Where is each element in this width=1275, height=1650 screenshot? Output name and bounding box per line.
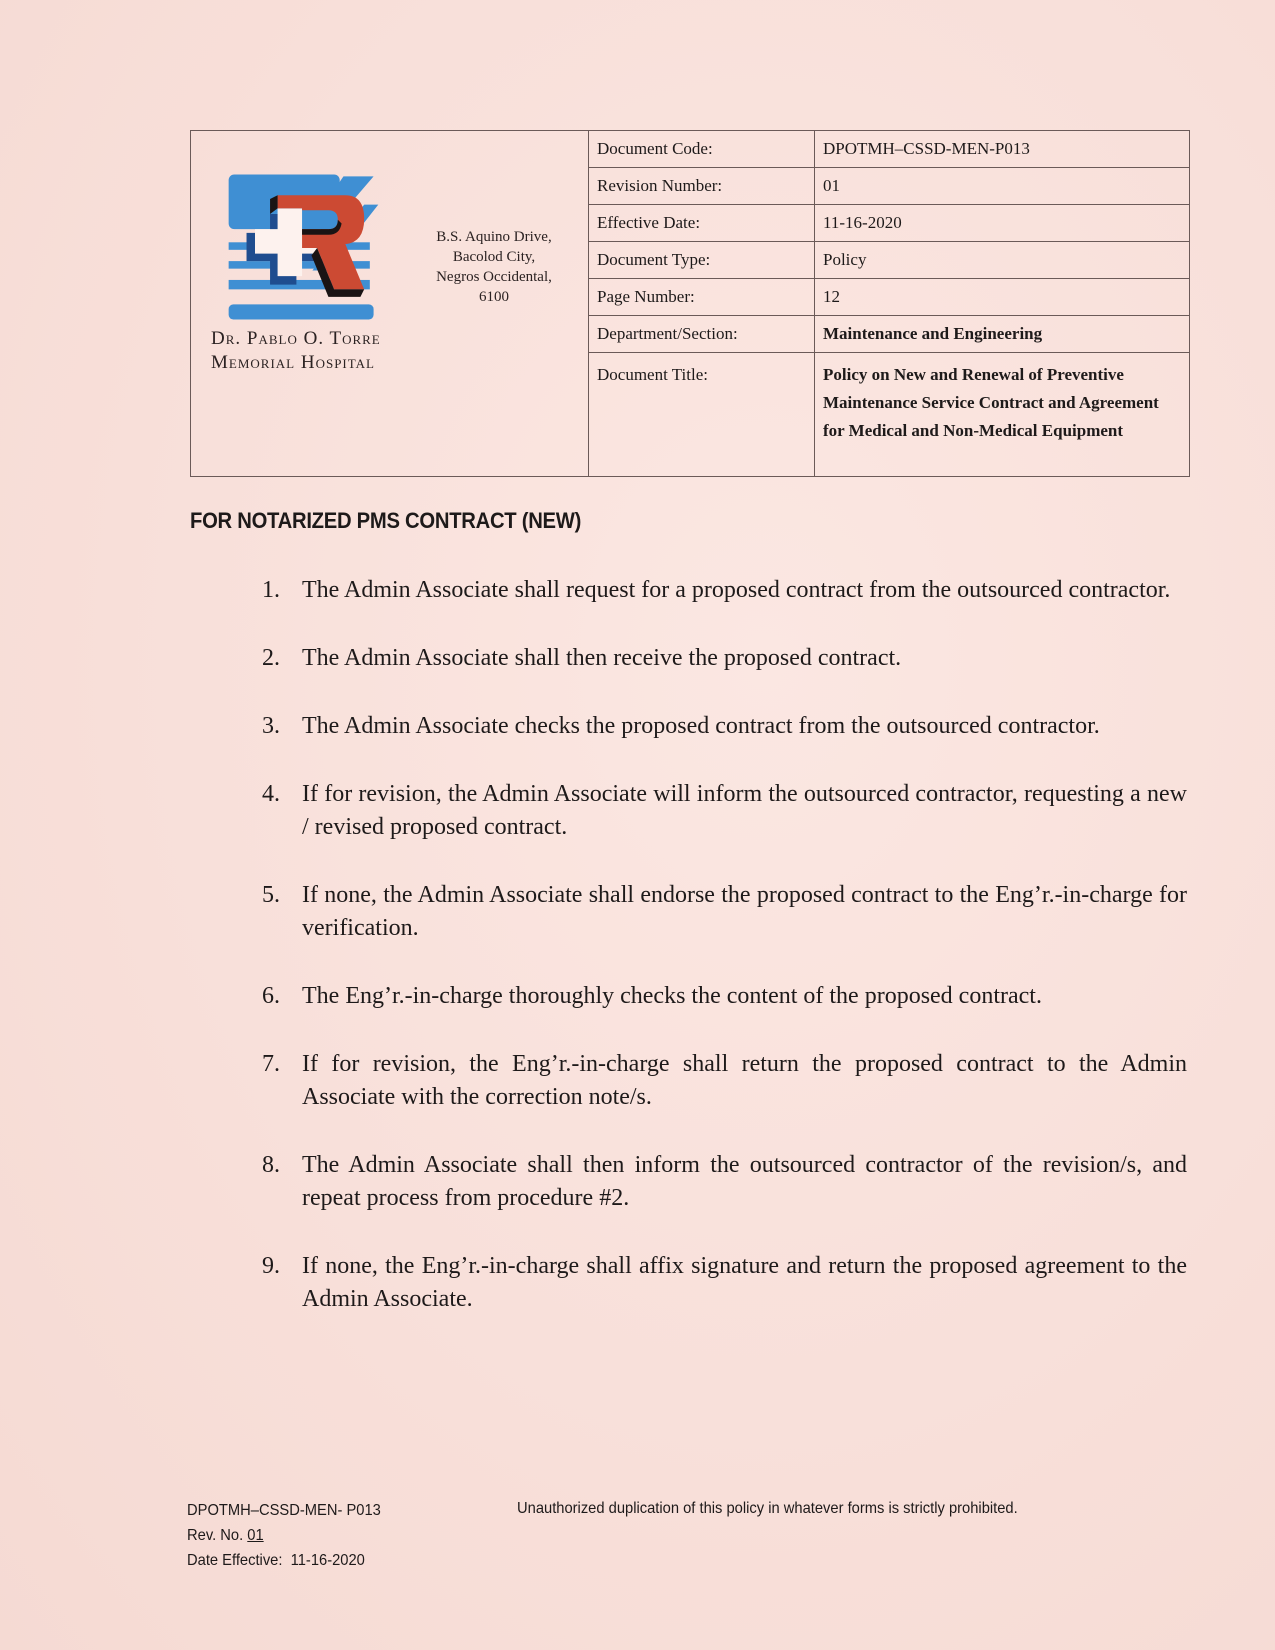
footer-revision	[187, 1523, 381, 1548]
procedure-text: The Admin Associate shall then inform the outsourced contractor of the revision/s, and repeat process from procedure #2.	[302, 1152, 1187, 1211]
procedure-text: If none, the Eng’r.-in-charge shall affix signature and return the proposed agreement to the Admin Associate.	[302, 1253, 1187, 1312]
footer-document-info	[187, 1498, 381, 1573]
footer-date	[187, 1548, 381, 1573]
procedure-item	[262, 574, 1187, 607]
department-value: Maintenance and Engineering	[815, 316, 1190, 353]
document-code-value: DPOTMH–CSSD-MEN-P013	[815, 131, 1190, 168]
procedure-number: 5.	[262, 882, 280, 908]
procedure-number: 2.	[262, 645, 280, 671]
hospital-identity-cell	[191, 131, 589, 477]
procedure-text: The Admin Associate shall then receive the proposed contract.	[302, 645, 902, 671]
hospital-name-line1: Dr. Pablo O. Torre	[211, 328, 381, 349]
footer-rev-value: 01	[247, 1527, 264, 1544]
document-type-label: Document Type:	[589, 242, 815, 279]
section-heading: FOR NOTARIZED PMS CONTRACT (NEW)	[190, 508, 582, 533]
procedure-number: 7.	[262, 1051, 280, 1077]
hospital-name-line2: Memorial Hospital	[211, 352, 375, 373]
document-header-table	[190, 130, 1190, 477]
procedure-item	[262, 980, 1187, 1013]
document-title-label: Document Title:	[589, 353, 815, 477]
procedure-text: The Admin Associate checks the proposed contract from the outsourced contractor.	[302, 713, 1100, 739]
procedure-text: If none, the Admin Associate shall endorse the proposed contract to the Eng’r.-in-charge for verification.	[302, 882, 1187, 941]
procedure-text: The Admin Associate shall request for a proposed contract from the outsourced contractor.	[302, 577, 1171, 603]
hospital-address	[419, 227, 569, 307]
department-label: Department/Section:	[589, 316, 815, 353]
footer-notice: Unauthorized duplication of this policy in whatever forms is strictly prohibited.	[517, 1500, 1018, 1517]
footer-date-label: Date Effective:	[187, 1552, 283, 1569]
revision-number-label: Revision Number:	[589, 168, 815, 205]
procedure-item	[262, 778, 1187, 844]
procedure-number: 1.	[262, 577, 280, 603]
page-number-value: 12	[815, 279, 1190, 316]
hospital-name	[211, 327, 441, 375]
procedure-text: The Eng’r.-in-charge thoroughly checks the content of the proposed contract.	[302, 983, 1042, 1009]
procedure-text: If for revision, the Admin Associate will inform the outsourced contractor, requesting a new / revised proposed contract.	[302, 781, 1187, 840]
revision-number-value: 01	[815, 168, 1190, 205]
address-line: B.S. Aquino Drive,	[436, 229, 552, 245]
procedure-item	[262, 1250, 1187, 1316]
address-line: Bacolod City,	[452, 249, 536, 265]
procedure-text: If for revision, the Eng’r.-in-charge shall return the proposed contract to the Admin Associate with the correction note/s.	[302, 1051, 1187, 1110]
footer-rev-label: Rev. No.	[187, 1527, 244, 1544]
address-line: 6100	[479, 289, 509, 305]
document-title-value: Policy on New and Renewal of Preventive Maintenance Service Contract and Agreement for Medical and Non-Medical Equipment	[815, 353, 1190, 477]
footer-doc-code: DPOTMH–CSSD-MEN- P013	[187, 1502, 381, 1519]
footer-date-value: 11-16-2020	[290, 1552, 365, 1569]
procedure-number: 9.	[262, 1253, 280, 1279]
hospital-logo-icon	[223, 167, 383, 327]
procedure-number: 8.	[262, 1152, 280, 1178]
procedure-list	[262, 574, 1187, 1316]
procedure-item	[262, 710, 1187, 743]
effective-date-value: 11-16-2020	[815, 205, 1190, 242]
procedure-number: 6.	[262, 983, 280, 1009]
effective-date-label: Effective Date:	[589, 205, 815, 242]
procedure-item	[262, 1149, 1187, 1215]
procedure-item	[262, 879, 1187, 945]
address-line: Negros Occidental,	[436, 269, 552, 285]
procedure-item	[262, 1048, 1187, 1114]
procedure-item	[262, 642, 1187, 675]
procedure-number: 4.	[262, 781, 280, 807]
procedure-number: 3.	[262, 713, 280, 739]
page-number-label: Page Number:	[589, 279, 815, 316]
document-type-value: Policy	[815, 242, 1190, 279]
document-code-label: Document Code:	[589, 131, 815, 168]
